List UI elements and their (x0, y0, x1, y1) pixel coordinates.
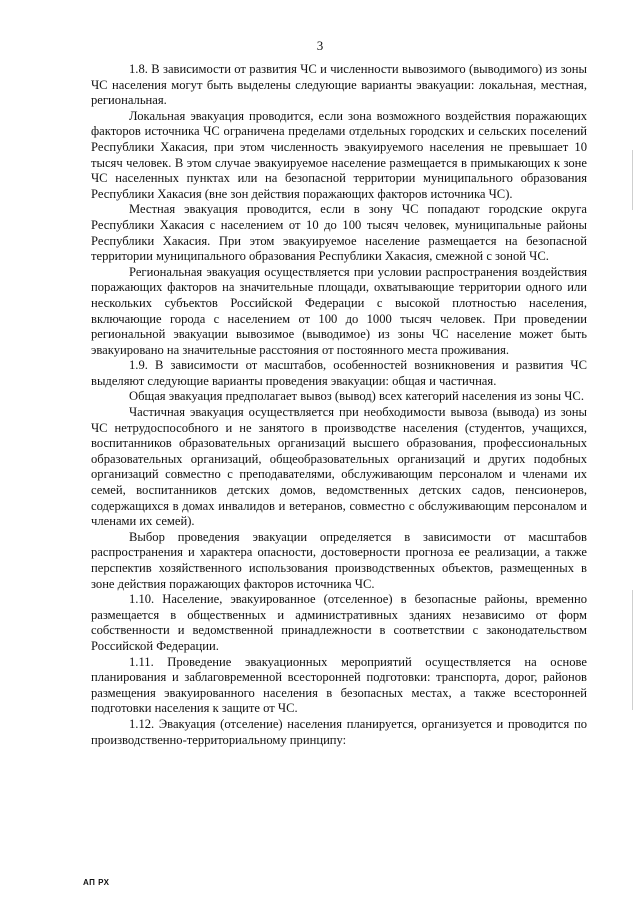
paragraph-general-evacuation: Общая эвакуация предполагает вывоз (вывод) всех категорий населения из зоны ЧС. (129, 389, 584, 404)
scan-edge-mark (632, 590, 633, 710)
paragraph-regional-evacuation: Региональная эвакуация осуществляется при условии распространения воздействия поражающих факторов на значительные площади, охватывающие территории одного или нескольких субъектов Российской Федерации с высокой плотностью населения, включающие города с населением от 100 до 1000 тысяч человек. При проведении региональной эвакуации вывозимое (выводимое) из зоны ЧС население может быть эвакуировано на значительные расстояния от постоянного места проживания. (91, 264, 587, 357)
paragraph-1-8: 1.8. В зависимости от развития ЧС и численности вывозимого (выводимого) из зоны ЧС населения могут быть выделены следующие варианты эвакуации: локальная, местная, региональная. (91, 62, 587, 108)
paragraph-1-12: 1.12. Эвакуация (отселение) населения планируется, организуется и проводится по производственно-территориальному принципу: (91, 716, 587, 747)
paragraph-1-11: 1.11. Проведение эвакуационных мероприятий осуществляется на основе планирования и заблаговременной всесторонней подготовки: транспорта, дорог, районов размещения эвакуированного населения в безопасных местах, а также всесторонней подготовки населения к защите от ЧС. (91, 654, 587, 716)
document-body (91, 62, 587, 748)
paragraph-evacuation-choice: Выбор проведения эвакуации определяется в зависимости от масштабов распространения и характера опасности, достоверности прогноза ее реализации, а также перспектив хозяйственного использования производственных объектов, размещенных в зоне действия поражающих факторов источника ЧС. (91, 529, 587, 591)
footer-stamp: АП РХ (83, 878, 110, 887)
paragraph-1-9: 1.9. В зависимости от масштабов, особенностей возникновения и развития ЧС выделяют следующие варианты проведения эвакуации: общая и частичная. (91, 358, 587, 388)
paragraph-1-10: 1.10. Население, эвакуированное (отселенное) в безопасные районы, временно размещается в общественных и административных зданиях независимо от форм собственности и ведомственной принадлежности в соответствии с законодательством Российской Федерации. (91, 592, 587, 653)
paragraph-partial-evacuation: Частичная эвакуация осуществляется при необходимости вывоза (вывода) из зоны ЧС нетрудоспособного и не занятого в производстве населения (студентов, учащихся, воспитанников образовательных организаций высшего образования, профессиональных образовательных организаций, общеобразовательных организаций и других подобных организаций совместно с преподавателями, обслуживающим персоналом и членами их семей, воспитанников детских домов, ведомственных детских садов, пенсионеров, содержащихся в домах инвалидов и ветеранов, совместно с обслуживающим персоналом и членами их семей). (91, 405, 587, 529)
page-number: 3 (316, 38, 324, 53)
scan-edge-mark (632, 150, 633, 210)
paragraph-local-evacuation: Локальная эвакуация проводится, если зона возможного воздействия поражающих факторов источника ЧС ограничена пределами отдельных городских и сельских поселений Республики Хакасия, при этом численность эвакуируемого населения не превышает 10 тысяч человек. В этом случае эвакуируемое население размещается в примыкающих к зоне ЧС населенных пунктах или на безопасной территории муниципального образования Республики Хакасия (вне зон действия поражающих факторов источника ЧС). (91, 108, 587, 201)
paragraph-municipal-evacuation: Местная эвакуация проводится, если в зону ЧС попадают городские округа Республики Хакасия с населением от 10 до 100 тысяч человек, муниципальные районы Республики Хакасия. При этом эвакуируемое население размещается на безопасной территории муниципального образования Республики Хакасия, смежной с зоной ЧС. (91, 202, 587, 264)
